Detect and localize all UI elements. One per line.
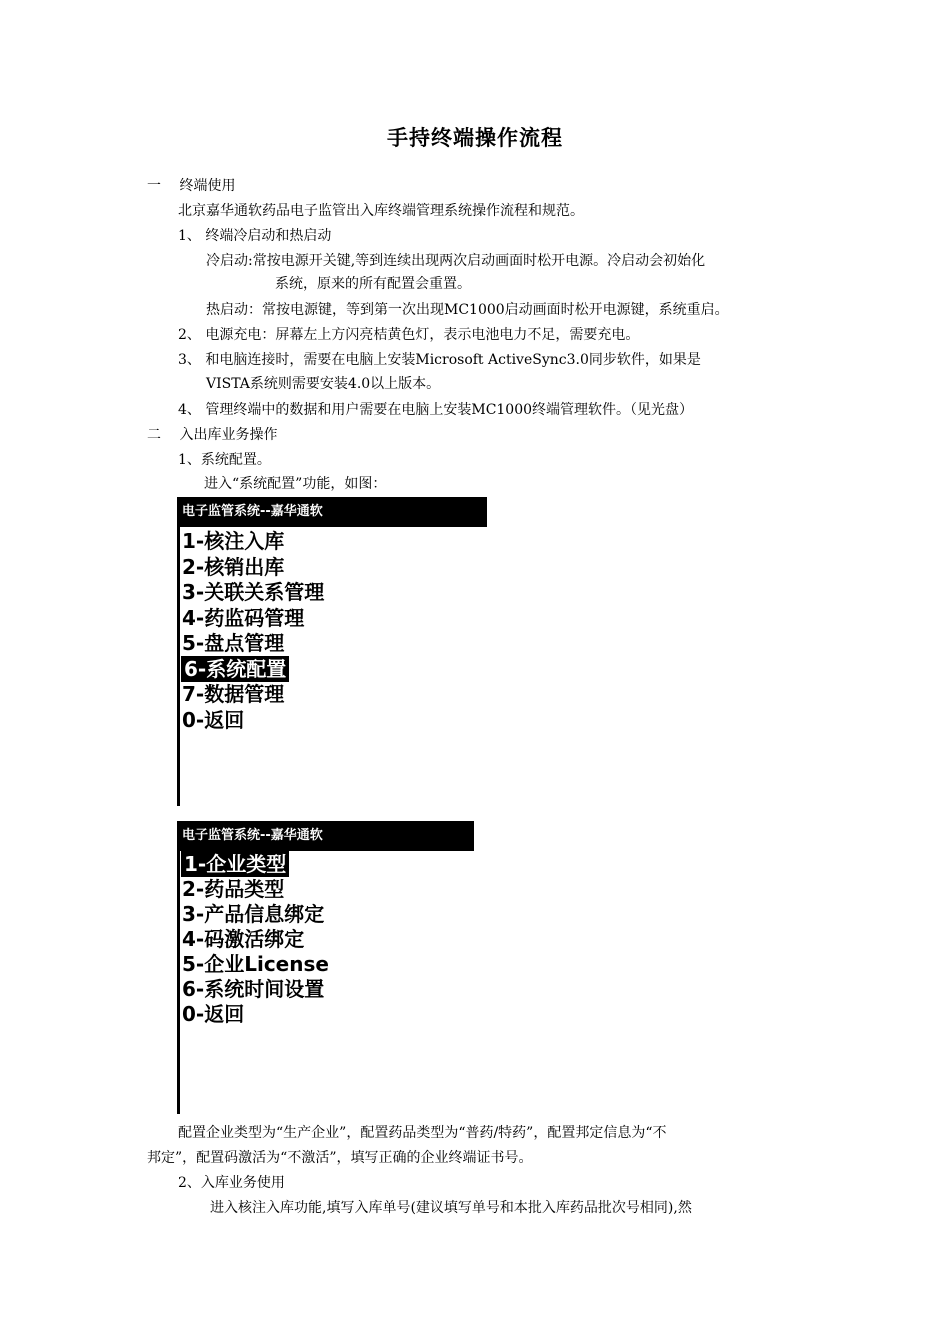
menu-item: 6-系统时间设置	[182, 977, 325, 1001]
screen-title: 电子监管系统--嘉华通软	[180, 497, 487, 527]
menu-item: 5-企业License	[182, 952, 329, 976]
menu-item: 0-返回	[182, 707, 245, 732]
screen-title: 电子监管系统--嘉华通软	[180, 821, 474, 851]
menu-item: 7-数据管理	[182, 682, 285, 706]
menu-item: 2-药品类型	[182, 877, 285, 901]
menu-item: 5-盘点管理	[182, 631, 285, 655]
main-menu-list	[180, 527, 487, 733]
config-menu-list	[180, 851, 474, 1027]
cold-start-line1: 冷启动:常按电源开关键,等到连续出现两次启动画面时松开电源。冷启动会初始化	[206, 253, 706, 269]
menu-item: 4-药监码管理	[182, 605, 305, 630]
section1-item3-line1: 3、 和电脑连接时，需要在电脑上安装Microsoft ActiveSync3.0同步软件，如果是	[178, 352, 701, 368]
section1-heading: 一 终端使用	[147, 178, 236, 194]
menu-item: 2-核销出库	[182, 554, 285, 579]
section1-item4: 4、 管理终端中的数据和用户需要在电脑上安装MC1000终端管理软件。（见光盘）	[178, 402, 694, 418]
section2-heading: 二 入出库业务操作	[147, 427, 278, 443]
menu-item: 3-产品信息绑定	[182, 902, 325, 926]
section2-item2: 2、入库业务使用	[178, 1175, 285, 1191]
screenshot-main-menu	[177, 497, 487, 806]
menu-item: 3-关联关系管理	[182, 580, 325, 604]
config-desc-line2: 邦定”，配置码激活为“不激活”，填写正确的企业终端证书号。	[147, 1150, 533, 1166]
section1-item2: 2、 电源充电：屏幕左上方闪亮桔黄色灯，表示电池电力不足，需要充电。	[178, 327, 640, 343]
enter-config-text: 进入“系统配置”功能，如图：	[204, 476, 387, 492]
menu-item: 0-返回	[182, 1002, 245, 1026]
hot-start: 热启动：常按电源键，等到第一次出现MC1000启动画面时松开电源键，系统重启。	[206, 302, 729, 318]
document-title: 手持终端操作流程	[387, 126, 563, 150]
section2-item1: 1、系统配置。	[178, 452, 271, 468]
inbound-desc-line1: 进入核注入库功能,填写入库单号(建议填写单号和本批入库药品批次号相同),然	[210, 1200, 692, 1216]
menu-item-selected: 6-系统配置	[184, 656, 287, 681]
section1-item3-line2: VISTA系统则需要安装4.0以上版本。	[206, 376, 441, 392]
section1-intro: 北京嘉华通软药品电子监管出入库终端管理系统操作流程和规范。	[178, 203, 584, 219]
menu-item: 1-核注入库	[182, 529, 285, 553]
menu-item: 4-码激活绑定	[182, 927, 305, 951]
screenshot-config-menu	[177, 821, 474, 1114]
menu-item-selected: 1-企业类型	[184, 852, 287, 876]
section1-item1: 1、 终端冷启动和热启动	[178, 228, 332, 244]
cold-start-line2: 系统，原来的所有配置会重置。	[275, 276, 471, 292]
config-desc-line1: 配置企业类型为“生产企业”，配置药品类型为“普药/特药”，配置邦定信息为“不	[178, 1125, 667, 1141]
